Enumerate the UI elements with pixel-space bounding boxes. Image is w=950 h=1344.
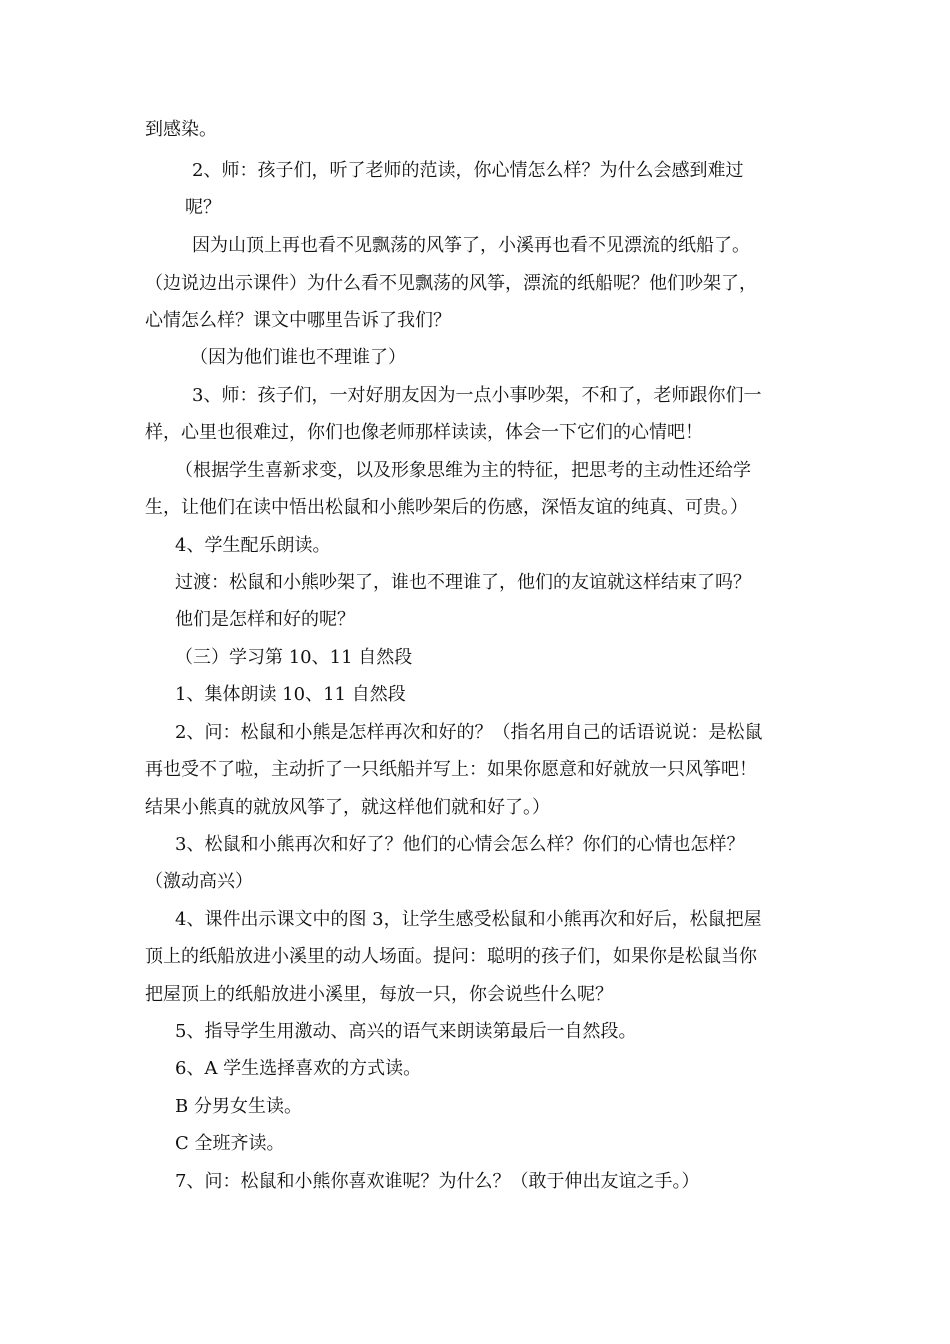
text-line: B 分男女生读。 bbox=[175, 1096, 302, 1117]
text-line: 他们是怎样和好的呢？ bbox=[175, 609, 355, 630]
text-line: 因为山顶上再也看不见飘荡的风筝了，小溪再也看不见漂流的纸船了。 bbox=[192, 235, 750, 256]
text-line: （边说边出示课件）为什么看不见飘荡的风筝，漂流的纸船呢？他们吵架了， bbox=[145, 273, 757, 294]
text-line: 2、问：松鼠和小熊是怎样再次和好的？（指名用自己的话语说说：是松鼠 bbox=[175, 722, 763, 743]
text-line: 6、A 学生选择喜欢的方式读。 bbox=[175, 1058, 422, 1079]
text-line: 4、课件出示课文中的图 3，让学生感受松鼠和小熊再次和好后，松鼠把屋 bbox=[175, 909, 762, 930]
text-line: 结果小熊真的就放风筝了，就这样他们就和好了。） bbox=[145, 797, 550, 818]
text-line: 心情怎么样？课文中哪里告诉了我们？ bbox=[145, 310, 451, 331]
text-line: 7、问：松鼠和小熊你喜欢谁呢？为什么？（敢于伸出友谊之手。） bbox=[175, 1171, 700, 1192]
text-line: C 全班齐读。 bbox=[175, 1133, 285, 1154]
section-heading: （三）学习第 10、11 自然段 bbox=[175, 647, 413, 668]
text-line: （激动高兴） bbox=[145, 871, 253, 892]
text-line: 1、集体朗读 10、11 自然段 bbox=[175, 684, 406, 705]
text-line: （根据学生喜新求变，以及形象思维为主的特征，把思考的主动性还给学 bbox=[175, 460, 751, 481]
text-line: 4、学生配乐朗读。 bbox=[175, 535, 331, 556]
text-line: 3、师：孩子们，一对好朋友因为一点小事吵架，不和了，老师跟你们一 bbox=[192, 385, 762, 406]
text-line: （因为他们谁也不理谁了） bbox=[190, 347, 406, 368]
text-line: 顶上的纸船放进小溪里的动人场面。提问：聪明的孩子们，如果你是松鼠当你 bbox=[145, 946, 757, 967]
text-line: 5、指导学生用激动、高兴的语气来朗读第最后一自然段。 bbox=[175, 1021, 637, 1042]
text-line: 到感染。 bbox=[145, 119, 217, 140]
text-line: 2、师：孩子们，听了老师的范读，你心情怎么样？为什么会感到难过 bbox=[192, 160, 744, 181]
text-line: 呢？ bbox=[185, 197, 221, 218]
text-line: 再也受不了啦，主动折了一只纸船并写上：如果你愿意和好就放一只风筝吧！ bbox=[145, 759, 757, 780]
text-line: 把屋顶上的纸船放进小溪里，每放一只，你会说些什么呢？ bbox=[145, 984, 613, 1005]
text-line: 3、松鼠和小熊再次和好了？他们的心情会怎么样？你们的心情也怎样？ bbox=[175, 834, 745, 855]
text-line: 过渡：松鼠和小熊吵架了，谁也不理谁了，他们的友谊就这样结束了吗？ bbox=[175, 572, 751, 593]
text-line: 样，心里也很难过，你们也像老师那样读读，体会一下它们的心情吧！ bbox=[145, 422, 703, 443]
text-line: 生，让他们在读中悟出松鼠和小熊吵架后的伤感，深悟友谊的纯真、可贵。） bbox=[145, 497, 748, 518]
